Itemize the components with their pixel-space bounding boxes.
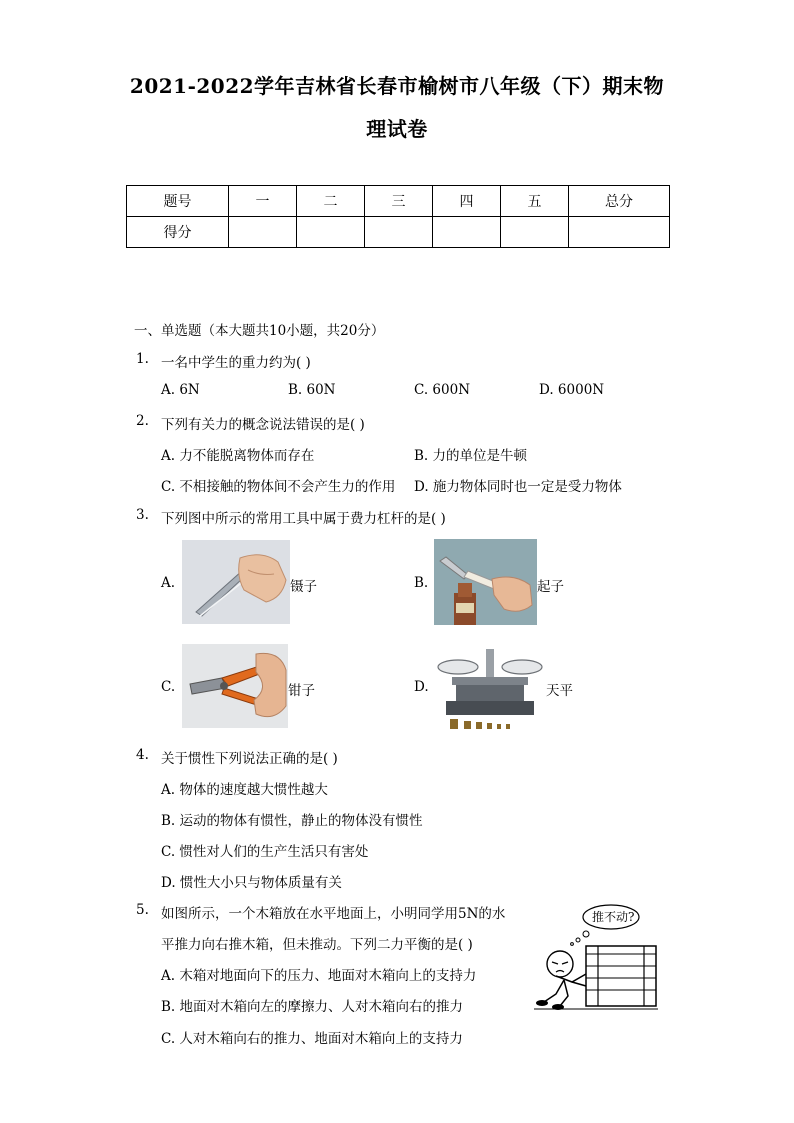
q2-option-a: A. 力不能脱离物体而存在 bbox=[161, 448, 315, 464]
q5-stem-line2: 平推力向右推木箱，但未推动。下列二力平衡的是( ) bbox=[161, 937, 473, 953]
q2-option-c: C. 不相接触的物体间不会产生力的作用 bbox=[161, 479, 396, 495]
q3-option-b: B. bbox=[414, 575, 429, 591]
q5-option-a: A. 木箱对地面向下的压力、地面对木箱向上的支持力 bbox=[161, 968, 477, 984]
q3-option-d: D. bbox=[414, 679, 429, 695]
header-cell-label: 题号 bbox=[127, 186, 229, 217]
q3-option-a: A. bbox=[161, 575, 176, 591]
q4-option-b: B. 运动的物体有惯性，静止的物体没有惯性 bbox=[161, 813, 423, 829]
balance-scale-image bbox=[436, 643, 544, 731]
q2-stem: 下列有关力的概念说法错误的是( ) bbox=[161, 417, 365, 433]
score-cell-5 bbox=[501, 217, 569, 248]
q3-stem: 下列图中所示的常用工具中属于费力杠杆的是( ) bbox=[161, 511, 446, 527]
score-cell-4 bbox=[433, 217, 501, 248]
q5-option-c: C. 人对木箱向右的推力、地面对木箱向上的支持力 bbox=[161, 1031, 463, 1047]
q1-stem: 一名中学生的重力约为( ) bbox=[161, 355, 311, 371]
score-cell-2 bbox=[297, 217, 365, 248]
q5-number: 5. bbox=[136, 902, 149, 918]
q1-number: 1. bbox=[136, 351, 149, 367]
score-table bbox=[126, 185, 670, 248]
q4-option-d: D. 惯性大小只与物体质量有关 bbox=[161, 875, 342, 891]
exam-title-line1: 2021-2022学年吉林省长春市榆树市八年级（下）期末物 bbox=[129, 74, 665, 98]
q5-stem-line1: 如图所示，一个木箱放在水平地面上，小明同学用5N的水 bbox=[161, 906, 506, 922]
thought-bubble-text: 推不动? bbox=[592, 910, 635, 924]
score-table-score-row bbox=[127, 217, 670, 248]
header-cell-3: 三 bbox=[365, 186, 433, 217]
header-cell-2: 二 bbox=[297, 186, 365, 217]
q4-number: 4. bbox=[136, 747, 149, 763]
header-cell-5: 五 bbox=[501, 186, 569, 217]
q3-caption-b: 起子 bbox=[537, 579, 564, 595]
exam-title-line2: 理试卷 bbox=[366, 117, 428, 141]
q4-stem: 关于惯性下列说法正确的是( ) bbox=[161, 751, 338, 767]
q1-option-b: B. 60N bbox=[288, 382, 336, 398]
score-row-label: 得分 bbox=[127, 217, 229, 248]
header-cell-total: 总分 bbox=[569, 186, 670, 217]
bottle-opener-image bbox=[434, 539, 537, 625]
header-cell-4: 四 bbox=[433, 186, 501, 217]
q3-number: 3. bbox=[136, 507, 149, 523]
q3-caption-d: 天平 bbox=[546, 683, 573, 699]
section-heading: 一、单选题（本大题共10小题，共20分） bbox=[134, 323, 385, 339]
score-cell-3 bbox=[365, 217, 433, 248]
q2-option-d: D. 施力物体同时也一定是受力物体 bbox=[414, 479, 622, 495]
score-cell-1 bbox=[229, 217, 297, 248]
q4-option-c: C. 惯性对人们的生产生活只有害处 bbox=[161, 844, 369, 860]
score-table-header-row bbox=[127, 186, 670, 217]
q2-option-b: B. 力的单位是牛顿 bbox=[414, 448, 528, 464]
header-cell-1: 一 bbox=[229, 186, 297, 217]
q5-option-b: B. 地面对木箱向左的摩擦力、人对木箱向右的推力 bbox=[161, 999, 464, 1015]
q1-option-d: D. 6000N bbox=[539, 382, 605, 398]
q1-option-c: C. 600N bbox=[414, 382, 471, 398]
pliers-image bbox=[182, 644, 288, 728]
score-cell-total bbox=[569, 217, 670, 248]
q3-option-c: C. bbox=[161, 679, 176, 695]
q4-option-a: A. 物体的速度越大惯性越大 bbox=[161, 782, 328, 798]
boy-pushing-crate-illustration bbox=[534, 902, 658, 1012]
tweezers-image bbox=[182, 540, 290, 624]
q3-caption-c: 钳子 bbox=[288, 683, 315, 699]
q2-number: 2. bbox=[136, 413, 149, 429]
q3-caption-a: 镊子 bbox=[290, 579, 317, 595]
q1-option-a: A. 6N bbox=[161, 382, 200, 398]
